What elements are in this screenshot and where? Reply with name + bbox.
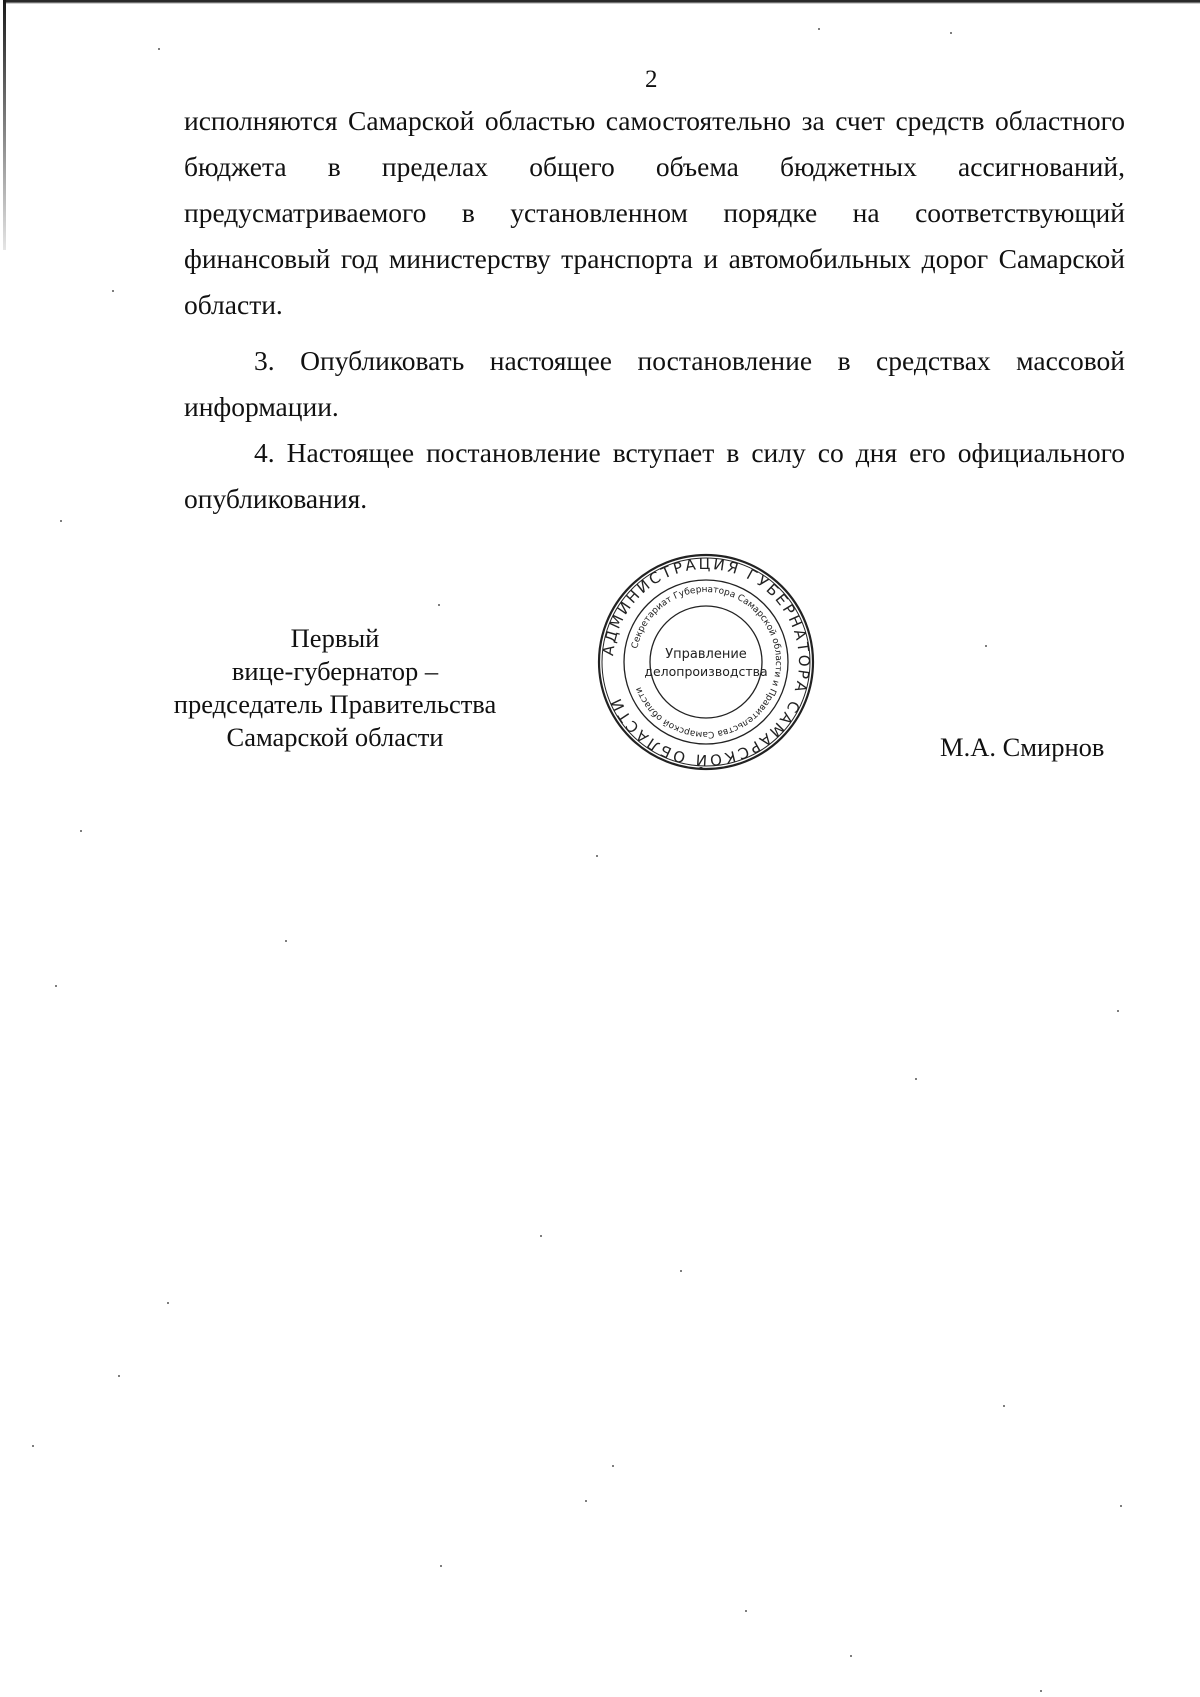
seal-center-line: делопроизводства: [644, 664, 768, 679]
scan-edge-top: [3, 0, 1200, 4]
paragraph-publish: 3. Опубликовать настоящее постановление в средствах массовой информации.: [184, 345, 1125, 422]
signatory-title-line: Самарской области: [226, 722, 444, 752]
seal-center-line: Управление: [665, 647, 747, 662]
page-number: 2: [645, 66, 658, 93]
signatory-name: М.А. Смирнов: [940, 732, 1105, 762]
scan-edge-left: [3, 0, 6, 250]
signatory-title-line: председатель Правительства: [173, 689, 497, 719]
seal-inner-text: Секретариат Губернатора Самарской области и Правительства Самарской области: [630, 584, 784, 740]
official-seal: [596, 552, 816, 772]
paragraph-effective-date: 4. Настоящее постановление вступает в силу со дня его официального опубликования.: [184, 437, 1125, 514]
signatory-title-line: Первый: [290, 623, 380, 653]
seal-outer-text: АДМИНИСТРАЦИЯ ГУБЕРНАТОРА САМАРСКОЙ ОБЛАСТИ: [599, 554, 814, 770]
signatory-title: [155, 622, 515, 754]
paragraph-funding: исполняются Самарской областью самостоятельно за счет средств областного бюджета в пределах общего объема бюджетных ассигнований, предусматриваемого в установленном порядке на соответствующий финансовый год министерству транспорта и автомобильных дорог Самарской области.: [184, 105, 1125, 320]
signatory-title-line: вице-губернатор –: [231, 656, 439, 686]
